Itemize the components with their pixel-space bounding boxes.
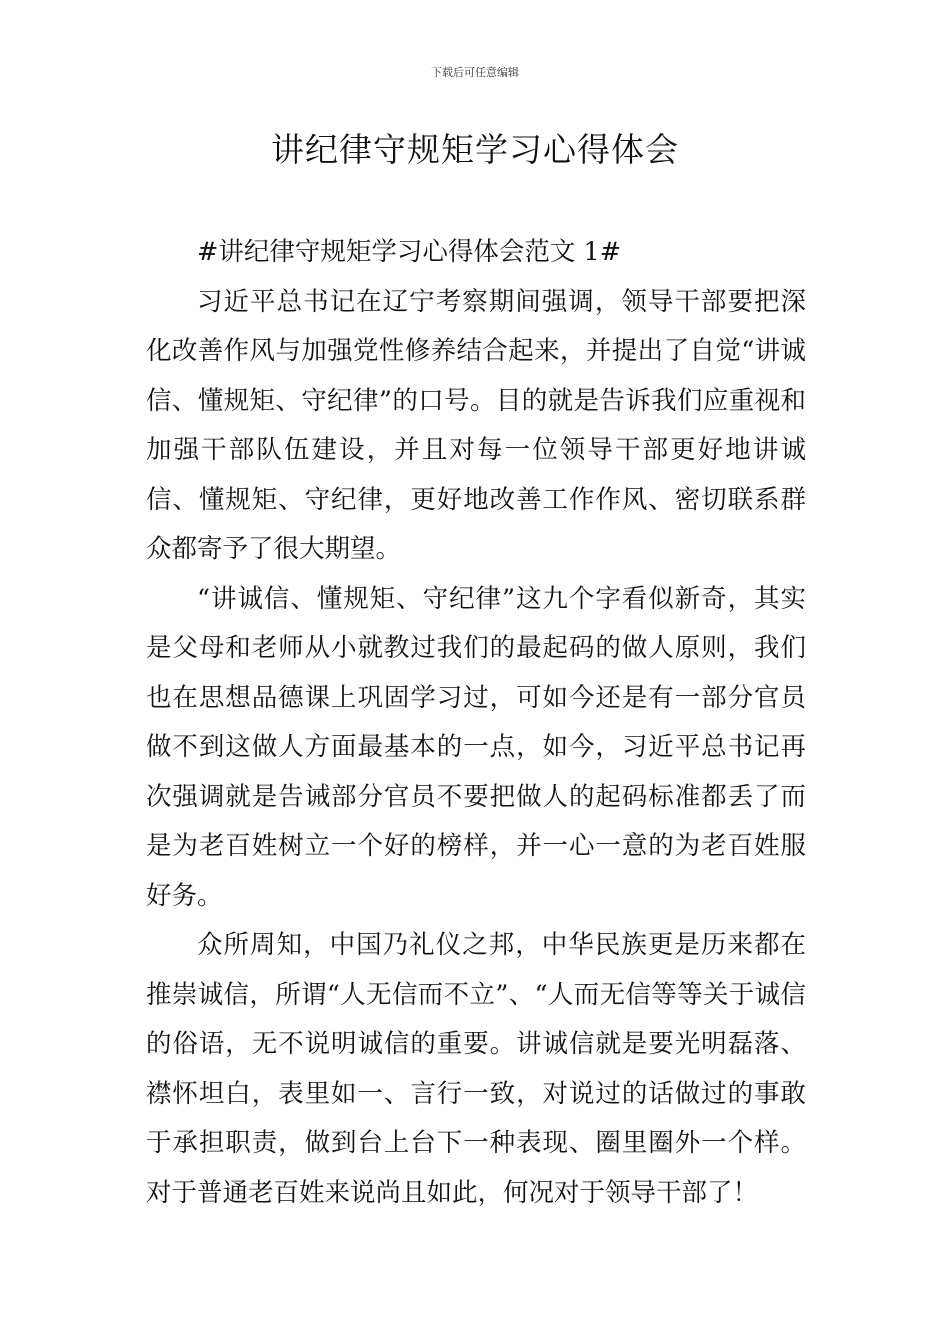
header-note: 下载后可任意编辑 bbox=[431, 66, 519, 79]
paragraph-2: “讲诚信、懂规矩、守纪律”这九个字看似新奇，其实是父母和老师从小就教过我们的最起码的做人原则，我们也在思想品德课上巩固学习过，可如今还是有一部分官员做不到这做人方面最基本的一点，如今，习近平总书记再次强调就是告诫部分官员不要把做人的起码标准都丢了而是为老百姓树立一个好的榜样，并一心一意的为老百姓服好务。 bbox=[146, 583, 806, 911]
document-title: 讲纪律守规矩学习心得体会 bbox=[271, 130, 679, 169]
document-body bbox=[146, 228, 806, 1218]
section-subheading: #讲纪律守规矩学习心得体会范文 1# bbox=[197, 237, 622, 267]
paragraph-1: 习近平总书记在辽宁考察期间强调，领导干部要把深化改善作风与加强党性修养结合起来，并提出了自觉“讲诚信、懂规矩、守纪律”的口号。目的就是告诉我们应重视和加强干部队伍建设，并且对每一位领导干部更好地讲诚信、懂规矩、守纪律，更好地改善工作作风、密切联系群众都寄予了很大期望。 bbox=[146, 286, 806, 564]
paragraph-3: 众所周知，中国乃礼仪之邦，中华民族更是历来都在推崇诚信，所谓“人无信而不立”、“人而无信等等关于诚信的俗语，无不说明诚信的重要。讲诚信就是要光明磊落、襟怀坦白，表里如一、言行一致，对说过的话做过的事敢于承担职责，做到台上台下一种表现、圈里圈外一个样。对于普通老百姓来说尚且如此，何况对于领导干部了！ bbox=[146, 930, 806, 1208]
